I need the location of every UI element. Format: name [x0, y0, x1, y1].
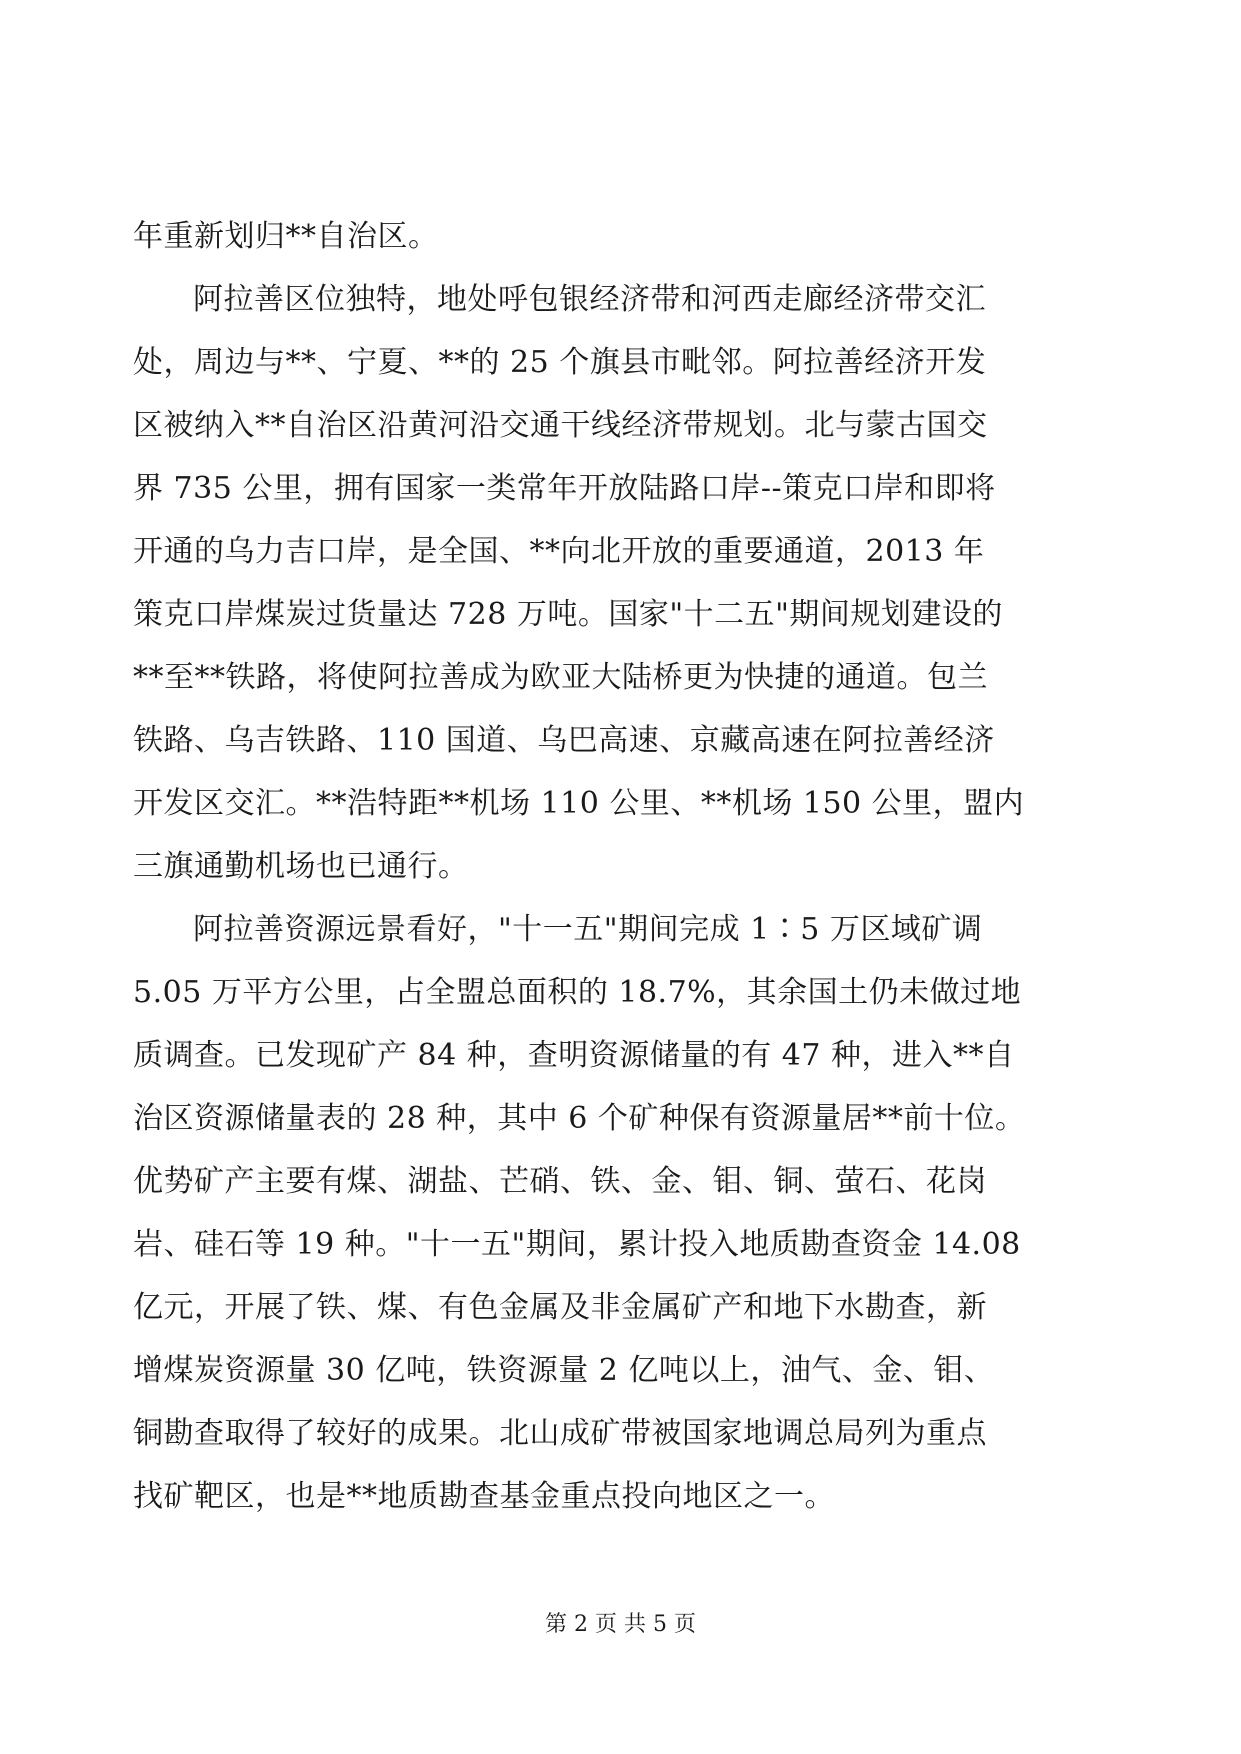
text-line: 5.05 万平方公里，占全盟总面积的 18.7%，其余国土仍未做过地	[133, 975, 1022, 1010]
text-line: 铁路、乌吉铁路、110 国道、乌巴高速、京藏高速在阿拉善经济	[133, 723, 995, 758]
text-line: 优势矿产主要有煤、湖盐、芒硝、铁、金、钼、铜、萤石、花岗	[133, 1164, 987, 1199]
text-line: 策克口岸煤炭过货量达 728 万吨。国家"十二五"期间规划建设的	[133, 597, 1003, 632]
document-body	[133, 205, 1108, 1528]
text-line: 界 735 公里，拥有国家一类常年开放陆路口岸--策克口岸和即将	[133, 471, 996, 506]
page-number-footer: 第 2 页 共 5 页	[545, 1612, 696, 1637]
paragraph-start-line: 阿拉善区位独特，地处呼包银经济带和河西走廊经济带交汇	[193, 282, 986, 317]
text-line: 区被纳入**自治区沿黄河沿交通干线经济带规划。北与蒙古国交	[133, 408, 988, 443]
text-line: 年重新划归**自治区。	[133, 219, 439, 254]
text-line: 质调查。已发现矿产 84 种，查明资源储量的有 47 种，进入**自	[133, 1038, 1015, 1073]
text-line: 岩、硅石等 19 种。"十一五"期间，累计投入地质勘查资金 14.08	[133, 1227, 1021, 1262]
text-line: **至**铁路，将使阿拉善成为欧亚大陆桥更为快捷的通道。包兰	[133, 660, 988, 695]
text-line: 找矿靶区，也是**地质勘查基金重点投向地区之一。	[133, 1479, 835, 1514]
text-line: 开发区交汇。**浩特距**机场 110 公里、**机场 150 公里，盟内	[133, 786, 1025, 821]
paragraph-start-line: 阿拉善资源远景看好，"十一五"期间完成 1∶5 万区域矿调	[193, 912, 983, 947]
text-line: 三旗通勤机场也已通行。	[133, 849, 469, 884]
text-line: 处，周边与**、宁夏、**的 25 个旗县市毗邻。阿拉善经济开发	[133, 345, 987, 380]
text-line: 开通的乌力吉口岸，是全国、**向北开放的重要通道，2013 年	[133, 534, 985, 569]
text-line: 亿元，开展了铁、煤、有色金属及非金属矿产和地下水勘查，新	[133, 1290, 987, 1325]
text-line: 治区资源储量表的 28 种，其中 6 个矿种保有资源量居**前十位。	[133, 1101, 1026, 1136]
text-line: 增煤炭资源量 30 亿吨，铁资源量 2 亿吨以上，油气、金、钼、	[133, 1353, 995, 1388]
text-line: 铜勘查取得了较好的成果。北山成矿带被国家地调总局列为重点	[133, 1416, 987, 1451]
